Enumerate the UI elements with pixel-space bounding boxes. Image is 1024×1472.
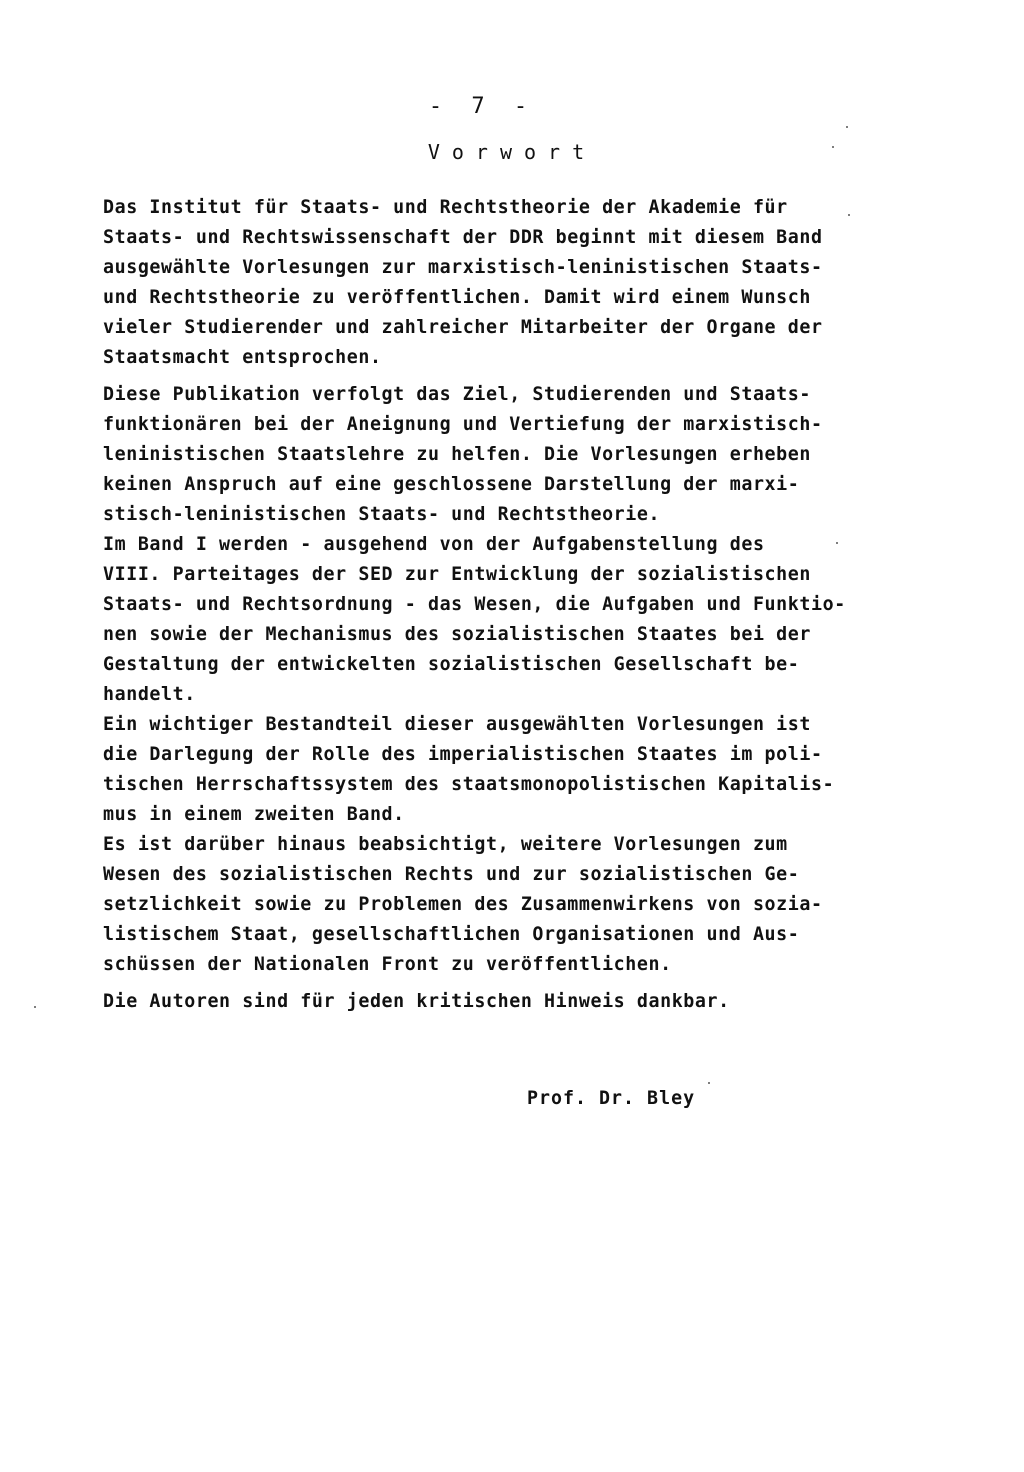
scan-speck (34, 1006, 36, 1008)
text-line: Wesen des sozialistischen Rechts und zur sozialistischen Ge- (103, 864, 800, 885)
text-line: Ein wichtiger Bestandteil dieser ausgewählten Vorlesungen ist (103, 714, 811, 735)
paragraph-5 (103, 830, 863, 980)
text-line: Im Band I werden - ausgehend von der Aufgabenstellung des (103, 534, 765, 555)
text-line: leninistischen Staatslehre zu helfen. Die Vorlesungen erheben (103, 444, 811, 465)
text-line: die Darlegung der Rolle des imperialistischen Staates im poli- (103, 744, 823, 765)
paragraph-6 (103, 987, 863, 1017)
text-line: nen sowie der Mechanismus des sozialistischen Staates bei der (103, 624, 811, 645)
text-line: Staatsmacht entsprochen. (103, 347, 382, 368)
scan-speck (846, 126, 848, 128)
text-line: tischen Herrschaftssystem des staatsmonopolistischen Kapitalis- (103, 774, 835, 795)
text-line: handelt. (103, 684, 196, 705)
text-line: Das Institut für Staats- und Rechtstheorie der Akademie für (103, 197, 788, 218)
text-line: Staats- und Rechtsordnung - das Wesen, die Aufgaben und Funktio- (103, 594, 846, 615)
paragraph-4 (103, 710, 863, 830)
body-text (103, 193, 863, 1017)
text-line: funktionären bei der Aneignung und Vertiefung der marxistisch- (103, 414, 823, 435)
page-title: Vorwort (427, 140, 597, 164)
text-line: vieler Studierender und zahlreicher Mitarbeiter der Organe der (103, 317, 823, 338)
scan-speck (832, 146, 834, 148)
scan-speck (836, 542, 838, 544)
text-line: setzlichkeit sowie zu Problemen des Zusammenwirkens von sozia- (103, 894, 823, 915)
text-line: Es ist darüber hinaus beabsichtigt, weitere Vorlesungen zum (103, 834, 788, 855)
paragraph-2 (103, 380, 863, 530)
text-line: Die Autoren sind für jeden kritischen Hinweis dankbar. (103, 991, 730, 1012)
scan-speck (848, 214, 850, 216)
text-line: keinen Anspruch auf eine geschlossene Darstellung der marxi- (103, 474, 800, 495)
text-line: listischem Staat, gesellschaftlichen Organisationen und Aus- (103, 924, 800, 945)
text-line: schüssen der Nationalen Front zu veröffentlichen. (103, 954, 672, 975)
text-line: und Rechtstheorie zu veröffentlichen. Damit wird einem Wunsch (103, 287, 811, 308)
paragraph-1 (103, 193, 863, 373)
text-line: Staats- und Rechtswissenschaft der DDR beginnt mit diesem Band (103, 227, 823, 248)
text-line: Diese Publikation verfolgt das Ziel, Studierenden und Staats- (103, 384, 811, 405)
text-line: mus in einem zweiten Band. (103, 804, 405, 825)
scan-speck (708, 1082, 710, 1084)
text-line: VIII. Parteitages der SED zur Entwicklung der sozialistischen (103, 564, 811, 585)
page-number: - 7 - (428, 94, 536, 119)
text-line: Gestaltung der entwickelten sozialistischen Gesellschaft be- (103, 654, 800, 675)
signature: Prof. Dr. Bley (527, 1088, 696, 1109)
text-line: stisch-leninistischen Staats- und Rechtstheorie. (103, 504, 661, 525)
text-line: ausgewählte Vorlesungen zur marxistisch-leninistischen Staats- (103, 257, 823, 278)
paragraph-3 (103, 530, 863, 710)
